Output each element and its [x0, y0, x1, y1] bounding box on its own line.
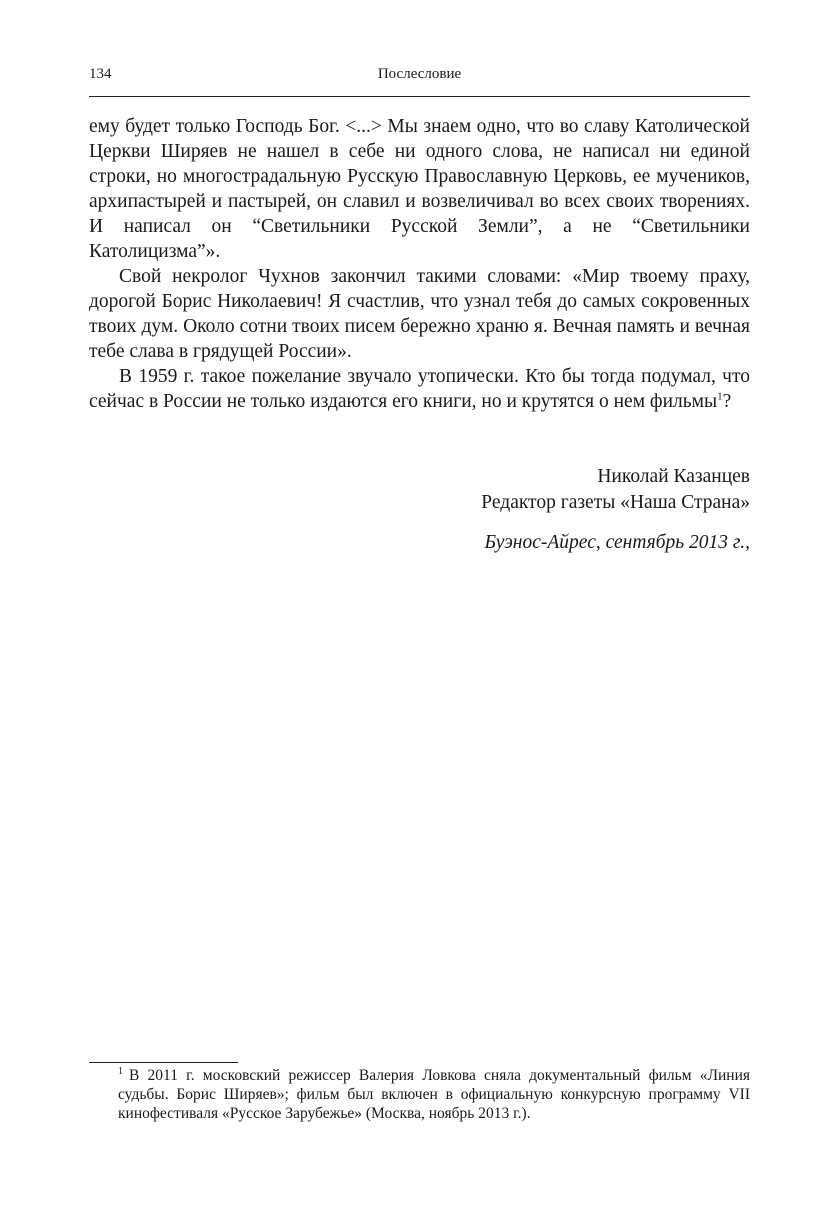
paragraph-2: Свой некролог Чухнов закончил такими словами: «Мир твоему праху, дорогой Борис Николаевич! Я счастлив, что узнал тебя до самых сокровенных твоих дум. Около сотни твоих писем бережно храню я. Вечная память и вечная тебе слава в грядущей России». [89, 266, 750, 362]
paragraph-3-text: В 1959 г. такое пожелание звучало утопически. Кто бы тогда подумал, что сейчас в России не только издаются его книги, но и крутятся о нем фильмы [89, 366, 750, 412]
signature-author: Николай Казанцев [597, 466, 750, 487]
page-number: 134 [89, 66, 112, 82]
signature-role: Редактор газеты «Наша Страна» [481, 492, 750, 513]
footnote-text: В 2011 г. московский режиссер Валерия Ловкова сняла документальный фильм «Линия судьбы. Борис Ширяев»; фильм был включен в официальную конкурсную программу VII кинофестиваля «Русское Зарубежье» (Москва, ноябрь 2013 г.). [118, 1067, 750, 1122]
signature-block [89, 464, 750, 556]
footnote-rule [89, 1062, 238, 1063]
paragraph-1: ему будет только Господь Бог. <...> Мы знаем одно, что во славу Католической Церкви Ширяев не нашел в себе ни одного слова, не написал ни единой строки, но многострадальную Русскую Православную Церковь, ее мучеников, архипастырей и пастырей, он славил и возвеличивал во всех своих творениях. И написал он “Светильники Русской Земли”, а не “Светильники Католицизма”». [89, 116, 750, 262]
body-text [89, 114, 750, 414]
section-title: Послесловие [377, 66, 462, 82]
footnote [118, 1066, 750, 1123]
header-rule [89, 96, 750, 97]
paragraph-3 [89, 364, 750, 414]
footnote-reference[interactable]: 1 [717, 390, 723, 403]
signature-place-date: Буэнос-Айрес, сентябрь 2013 г., [484, 532, 750, 553]
footnote-number: 1 [118, 1065, 123, 1077]
running-header [89, 62, 750, 86]
paragraph-3-end: ? [722, 391, 732, 412]
